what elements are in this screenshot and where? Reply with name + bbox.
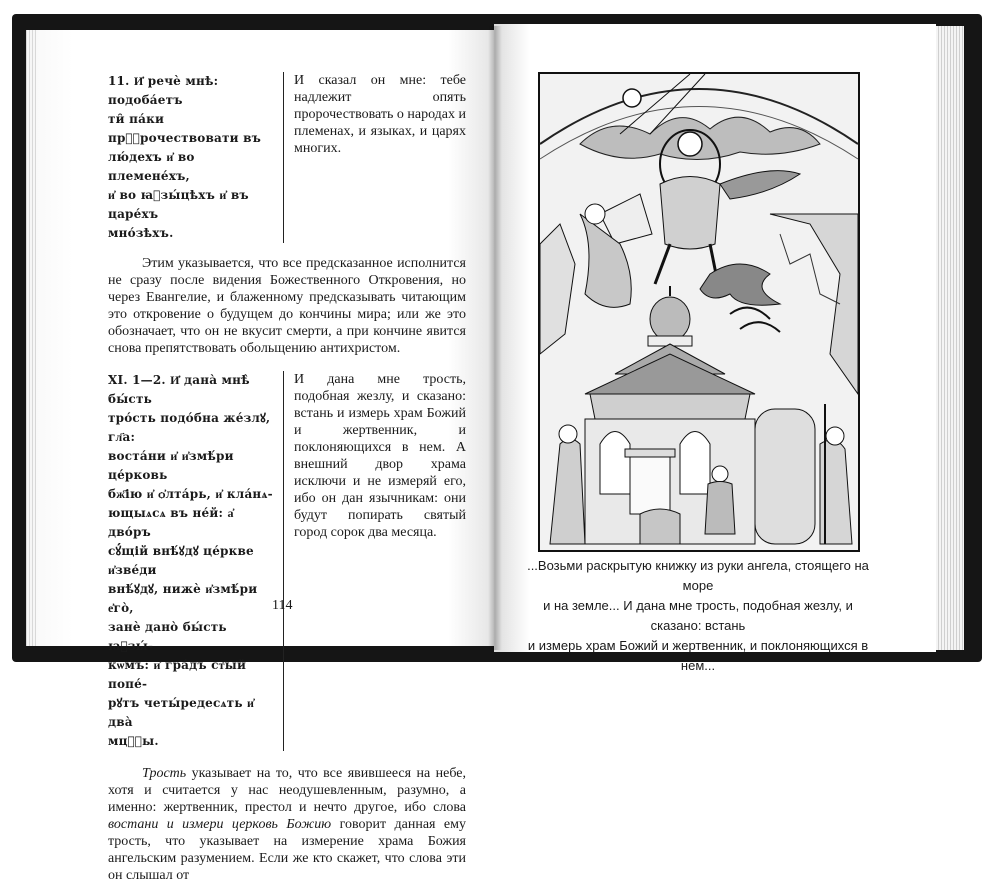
cs-line: воста́ни и҆ и҆змѣ́ри це́рковь — [108, 449, 234, 482]
verse-11-block — [108, 72, 466, 243]
commentary-paragraph-2: Трость указывает на то, что все явившееся на небе, хотя и считается у нас неодушевленным, разумно, а именно: жертвенник, престол и нечто другое, ибо слова востани и измери церковь Божию говорит данная ему трость, что указывает на измерение храма Божия ангельским разумением. Если же кто скажет, что слова эти он слышал от — [108, 766, 466, 883]
cs-line: кѡмъ: и҆ гра́дъ ст҃ый попе́- — [108, 658, 247, 691]
cs-line: рꙋтъ четы́редесѧть и҆ два̀ — [108, 696, 255, 729]
cs-line: внѣ́ꙋдꙋ, нижѐ и҆змѣ́ри е҆го̀, — [108, 582, 258, 615]
cs-line: бж҃ію и҆ ѻ҆лта́рь, и҆ кла́нѧ- — [108, 487, 273, 501]
emphasis-quote: востани и измери церковь Божию — [108, 817, 332, 832]
russian-verse-xi: И дана мне трость, подобная жезлу, и сказано: встань и измерь храм Божий и жертвенник, и поклоняющихся в нем. А внешний двор храма исключи и не измеряй его, ибо он дан язычникам: они будут попирать святый город сорок два месяца. — [294, 372, 466, 540]
russian-verse-11: И сказал он мне: тебе надлежит опять пророчествовать о народах и племенах, и языках, и царях многих. — [294, 73, 466, 156]
page-number: 114 — [272, 598, 293, 613]
cs-line: лю́дехъ и҆ во племене́хъ, — [108, 150, 195, 183]
cs-line: мцⷭ҇ы. — [108, 734, 159, 748]
caption-line: и измерь храм Божий и жертвенник, и поклоняющихся в нем... — [527, 638, 869, 673]
book-gutter — [488, 26, 502, 650]
commentary-paragraph-1: Этим указывается, что все предсказанное исполнится не сразу после видения Божественного Откровения, но через Евангелие, и блаженному предсказывать читающим это откровение о будущем до кончины мира; или же это обозначает, что он не вкусит смерти, а при кончине явится снова препятствовать обольщению антихристом. — [108, 256, 466, 356]
cs-line: и҆ во ꙗ҆зы́цѣхъ и҆ въ царе́хъ — [108, 188, 249, 221]
cs-line: тро́сть подо́бна же́злꙋ, гл҃а: — [108, 411, 271, 444]
church-slavonic-verse-11 — [108, 72, 284, 243]
icon-illustration — [538, 72, 860, 552]
cs-line: мно́зѣхъ. — [108, 226, 174, 240]
verse-xi-1-2-block — [108, 371, 466, 751]
cs-line: ти̑ па́ки прⷪ҇рочествовати въ — [108, 112, 262, 145]
cs-line: ющыѧсѧ въ не́й: а҆ дво́ръ — [108, 506, 234, 539]
left-page-text — [108, 72, 466, 884]
caption-line: и на земле... И дана мне трость, подобная жезлу, и сказано: встань — [543, 598, 853, 633]
cs-line: XI. 1—2. И҆ дана̀ мнѣ̀ бы́сть — [108, 373, 250, 406]
engraving-drawing — [540, 74, 858, 550]
church-slavonic-verse-xi — [108, 371, 284, 751]
cs-line: сꙋ́щій внѣ́ꙋдꙋ це́ркве и҆зве́ди — [108, 544, 254, 577]
emphasis-trost: Трость — [142, 766, 187, 781]
cs-line: 11. И҆ речѐ мнѣ: подоба́етъ — [108, 74, 219, 107]
cs-line: занѐ дано̀ бы́сть ꙗ҆зы́- — [108, 620, 227, 653]
caption-line: ...Возьми раскрытую книжку из руки ангела, стоящего на море — [527, 558, 869, 593]
illustration-caption — [522, 556, 874, 676]
